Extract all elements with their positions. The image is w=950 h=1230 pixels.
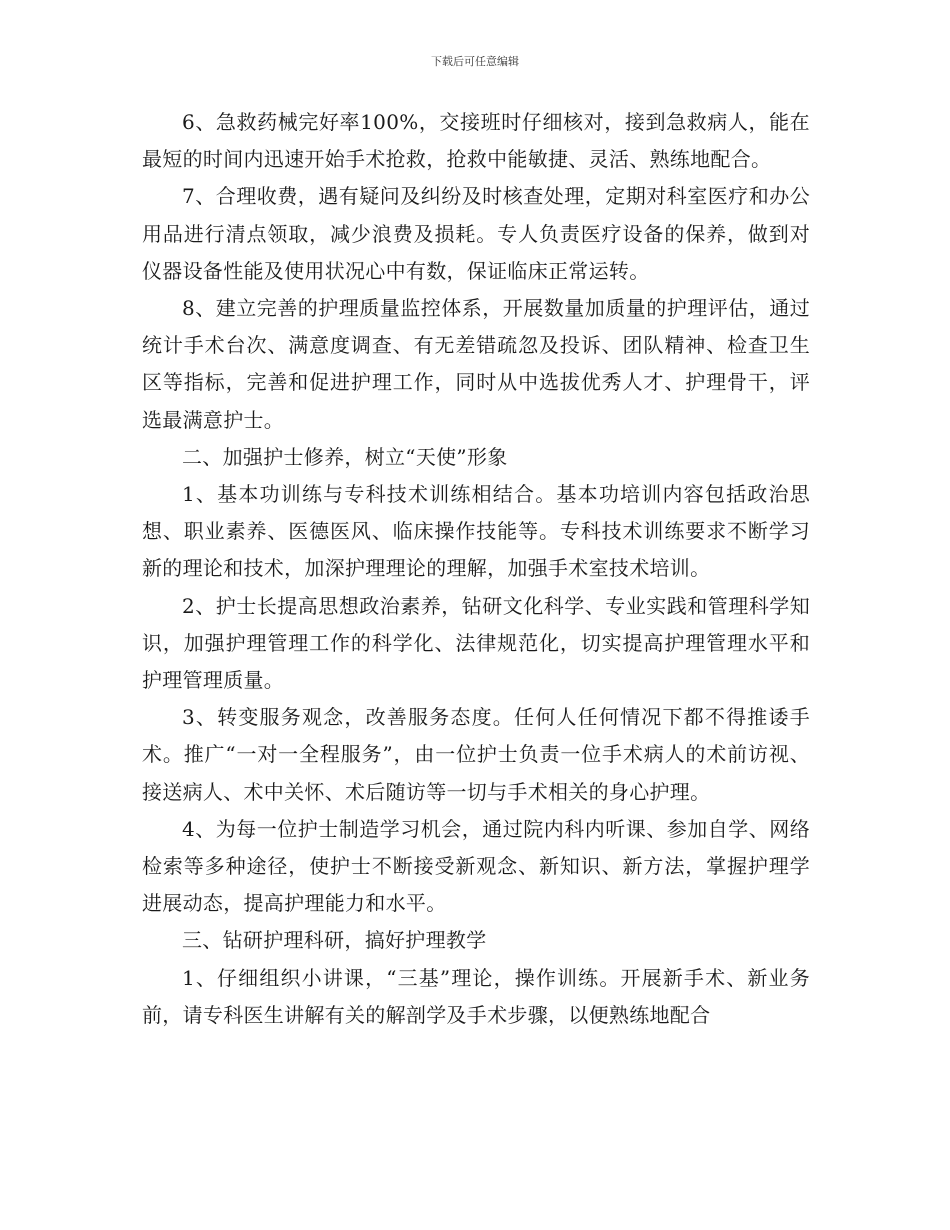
paragraph-item-7: 7、合理收费，遇有疑问及纠纷及时核查处理，定期对科室医疗和办公用品进行清点领取，减少浪费及损耗。专人负责医疗设备的保养，做到对仪器设备性能及使用状况心中有数，保证临床正常运转。 bbox=[142, 184, 810, 283]
paragraph-section2-item-2: 2、护士长提高思想政治素养，钻研文化科学、专业实践和管理科学知识，加强护理管理工作的科学化、法律规范化，切实提高护理管理水平和护理管理质量。 bbox=[142, 593, 810, 693]
document-body bbox=[142, 104, 810, 1034]
header-note: 下载后可任意编辑 bbox=[431, 55, 519, 68]
paragraph-section3-item-1: 1、仔细组织小讲课，“三基”理论，操作训练。开展新手术、新业务前，请专科医生讲解有关的解剖学及手术步骤，以便熟练地配合 bbox=[142, 965, 810, 1027]
paragraph-section2-item-4: 4、为每一位护士制造学习机会，通过院内科内听课、参加自学、网络检索等多种途径，使护士不断接受新观念、新知识、新方法，掌握护理学进展动态，提高护理能力和水平。 bbox=[142, 816, 810, 916]
paragraph-item-8: 8、建立完善的护理质量监控体系，开展数量加质量的护理评估，通过统计手术台次、满意度调查、有无差错疏忽及投诉、团队精神、检查卫生区等指标，完善和促进护理工作，同时从中选拔优秀人才、护理骨干，评选最满意护士。 bbox=[142, 296, 810, 432]
paragraph-item-6: 6、急救药械完好率100%，交接班时仔细核对，接到急救病人，能在最短的时间内迅速开始手术抢救，抢救中能敏捷、灵活、熟练地配合。 bbox=[142, 110, 810, 172]
paragraph-section2-item-1: 1、基本功训练与专科技术训练相结合。基本功培训内容包括政治思想、职业素养、医德医风、临床操作技能等。专科技术训练要求不断学习新的理论和技术，加深护理理论的理解，加强手术室技术培训。 bbox=[142, 482, 810, 581]
section-heading-2: 二、加强护士修养，树立“天使”形象 bbox=[182, 444, 508, 469]
paragraph-section2-item-3: 3、转变服务观念，改善服务态度。任何人任何情况下都不得推诿手术。推广“一对一全程服务”，由一位护士负责一位手术病人的术前访视、接送病人、术中关怀、术后随访等一切与手术相关的身心护理。 bbox=[142, 705, 810, 804]
section-heading-3: 三、钻研护理科研，搞好护理教学 bbox=[182, 928, 487, 953]
